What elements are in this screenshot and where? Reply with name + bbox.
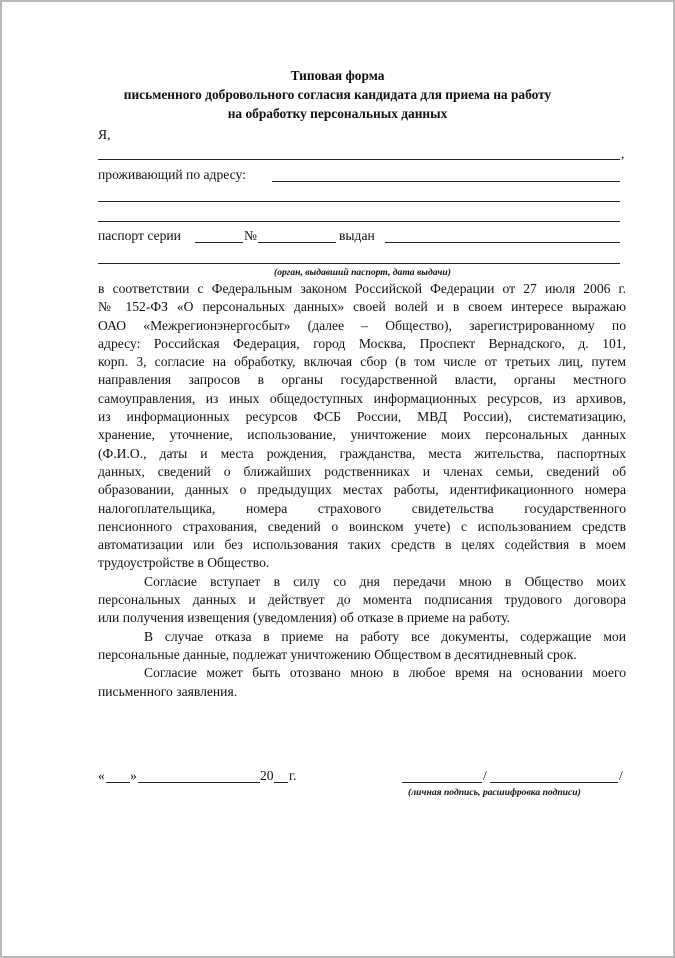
- passport-number-line[interactable]: [258, 242, 336, 243]
- paragraph-line: автоматизации или без использования таких средств в целях содействия в моем: [98, 537, 626, 553]
- paragraph-line: ОАО «Межрегионэнергосбыт» (далее – Общество), зарегистрированному по: [98, 317, 626, 333]
- passport-series-label: паспорт серии: [98, 228, 181, 243]
- paragraph-line: налогоплательщика, номера страхового свидетельства государственного: [98, 500, 626, 516]
- full-name-line[interactable]: [98, 159, 620, 160]
- issuer-note: (орган, выдавший паспорт, дата выдачи): [274, 267, 451, 278]
- passport-number-label: №: [244, 228, 257, 243]
- paragraph-line: № 152-ФЗ «О персональных данных» своей волей и в своем интересе выражаю: [98, 299, 626, 315]
- consent-paragraph-1: [98, 280, 626, 701]
- date-year-prefix: 20: [260, 768, 274, 783]
- document-subtitle: письменного добровольного согласия кандидата для приема на работу: [123, 87, 552, 102]
- date-year-line[interactable]: [274, 782, 288, 783]
- address-line-1[interactable]: [272, 181, 620, 182]
- signature-line[interactable]: [402, 782, 482, 783]
- paragraph-line: Согласие может быть отозвано мною в любое время на основании моего: [144, 665, 626, 681]
- signature-slash-1: /: [483, 768, 487, 783]
- paragraph-line: из информационных ресурсов ФСБ России, МВД России), систематизацию,: [98, 409, 626, 425]
- issued-label: выдан: [339, 228, 375, 243]
- address-label: проживающий по адресу:: [98, 167, 246, 182]
- name-comma: ,: [621, 146, 625, 161]
- address-line-3[interactable]: [98, 221, 620, 222]
- paragraph-line: корп. 3, согласие на обработку, включая сбор (в том числе от третьих лиц, путем: [98, 354, 626, 370]
- paragraph-line: хранение, уточнение, использование, уничтожение моих персональных данных: [98, 427, 626, 443]
- paragraph-line: самоуправления, из иных общедоступных информационных ресурсов, из архивов,: [98, 390, 626, 406]
- paragraph-line: персональные данные, подлежат уничтожению Обществом в десятидневный срок.: [98, 646, 577, 662]
- paragraph-line: образовании, данных о предыдущих местах работы, идентификационного номера: [98, 482, 626, 498]
- date-month-line[interactable]: [138, 782, 260, 783]
- paragraph-line: пенсионного страхования, сведений о воинском учете) с использованием средств: [98, 518, 626, 534]
- i-label: Я,: [98, 127, 111, 142]
- paragraph-line: данных, сведений о ближайших родственниках и членах семьи, сведений об: [98, 463, 626, 479]
- paragraph-line: направления запросов в органы государственной власти, органы местного: [98, 372, 626, 388]
- document-subtitle-2: на обработку персональных данных: [227, 106, 448, 121]
- paragraph-line: персональных данных и действует до момента подписания трудового договора: [98, 592, 626, 608]
- issued-by-line[interactable]: [385, 242, 620, 243]
- paragraph-line: трудоустройстве в Общество.: [98, 555, 270, 571]
- paragraph-line: адресу: Российская Федерация, город Москва, Проспект Вернадского, д. 101,: [98, 335, 626, 351]
- paragraph-line: (Ф.И.О., даты и места рождения, гражданства, места жительства, паспортных: [98, 445, 626, 461]
- issuer-line[interactable]: [98, 263, 620, 264]
- signature-slash-2: /: [619, 768, 623, 783]
- passport-series-line[interactable]: [195, 242, 243, 243]
- document-title: Типовая форма: [290, 68, 385, 83]
- paragraph-line: или получения извещения (уведомления) об отказе в приеме на работу.: [98, 610, 510, 626]
- paragraph-line: В случае отказа в приеме на работу все документы, содержащие мои: [144, 628, 626, 644]
- signature-decoding-line[interactable]: [490, 782, 618, 783]
- date-day-line[interactable]: [106, 782, 130, 783]
- paragraph-line: в соответствии с Федеральным законом Российской Федерации от 27 июля 2006 г.: [98, 281, 626, 296]
- address-line-2[interactable]: [98, 201, 620, 202]
- signature-note: (личная подпись, расшифровка подписи): [408, 787, 581, 798]
- paragraph-line: Согласие вступает в силу со дня передачи мною в Общество моих: [144, 573, 626, 589]
- paragraph-line: письменного заявления.: [98, 683, 238, 699]
- date-year-suffix: г.: [289, 768, 297, 783]
- date-quote-close: »: [130, 768, 137, 783]
- date-quote-open: «: [98, 768, 105, 783]
